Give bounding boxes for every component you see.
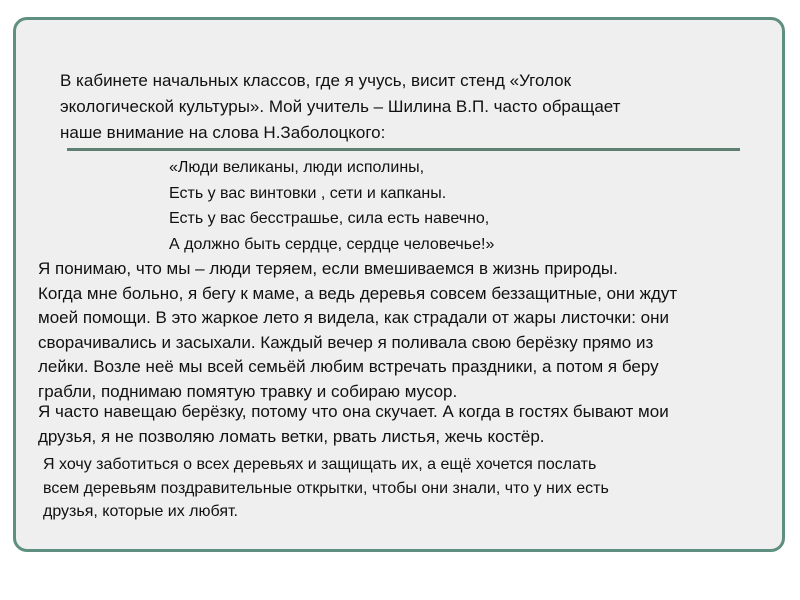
- intro-paragraph: [60, 68, 760, 146]
- paragraph-line: лейки. Возле неё мы всей семьёй любим встречать праздники, а потом я беру: [38, 357, 659, 376]
- paragraph-line: сворачивались и засыхали. Каждый вечер я поливала свою берёзку прямо из: [38, 332, 654, 352]
- quote-line: Есть у вас бесстрашье, сила есть навечно,: [169, 210, 490, 227]
- quote-line: «Люди великаны, люди исполины,: [169, 159, 425, 176]
- poem-quote: [169, 155, 494, 257]
- paragraph-visits: [38, 400, 669, 449]
- paragraph-line: друзья, я не позволяю ломать ветки, рвать листья, жечь костёр.: [38, 426, 545, 446]
- paragraph-wish: [43, 453, 609, 524]
- paragraph-understanding: [38, 257, 677, 404]
- paragraph-line: Я часто навещаю берёзку, потому что она скучает. А когда в гостях бывают мои: [38, 402, 669, 421]
- paragraph-line: грабли, поднимаю помятую травку и собираю мусор.: [38, 381, 458, 401]
- quote-line: А должно быть сердце, сердце человечье!»: [169, 235, 495, 253]
- intro-line: В кабинете начальных классов, где я учусь, висит стенд «Уголок: [60, 71, 572, 90]
- paragraph-line: всем деревьям поздравительные открытки, чтобы они знали, что у них есть: [43, 479, 609, 497]
- paragraph-line: Я понимаю, что мы – люди теряем, если вмешиваемся в жизнь природы.: [38, 259, 618, 278]
- paragraph-line: моей помощи. В это жаркое лето я видела, как страдали от жары листочки: они: [38, 308, 670, 327]
- intro-line: наше внимание на слова Н.Заболоцкого:: [60, 123, 386, 142]
- paragraph-line: друзья, которые их любят.: [43, 503, 238, 520]
- quote-line: Есть у вас винтовки , сети и капканы.: [169, 184, 447, 202]
- paragraph-line: Когда мне больно, я бегу к маме, а ведь деревья совсем беззащитные, они ждут: [38, 283, 678, 303]
- paragraph-line: Я хочу заботиться о всех деревьях и защищать их, а ещё хочется послать: [43, 456, 597, 473]
- divider-line: [67, 148, 740, 151]
- intro-line: экологической культуры». Мой учитель – Шилина В.П. часто обращает: [60, 97, 621, 116]
